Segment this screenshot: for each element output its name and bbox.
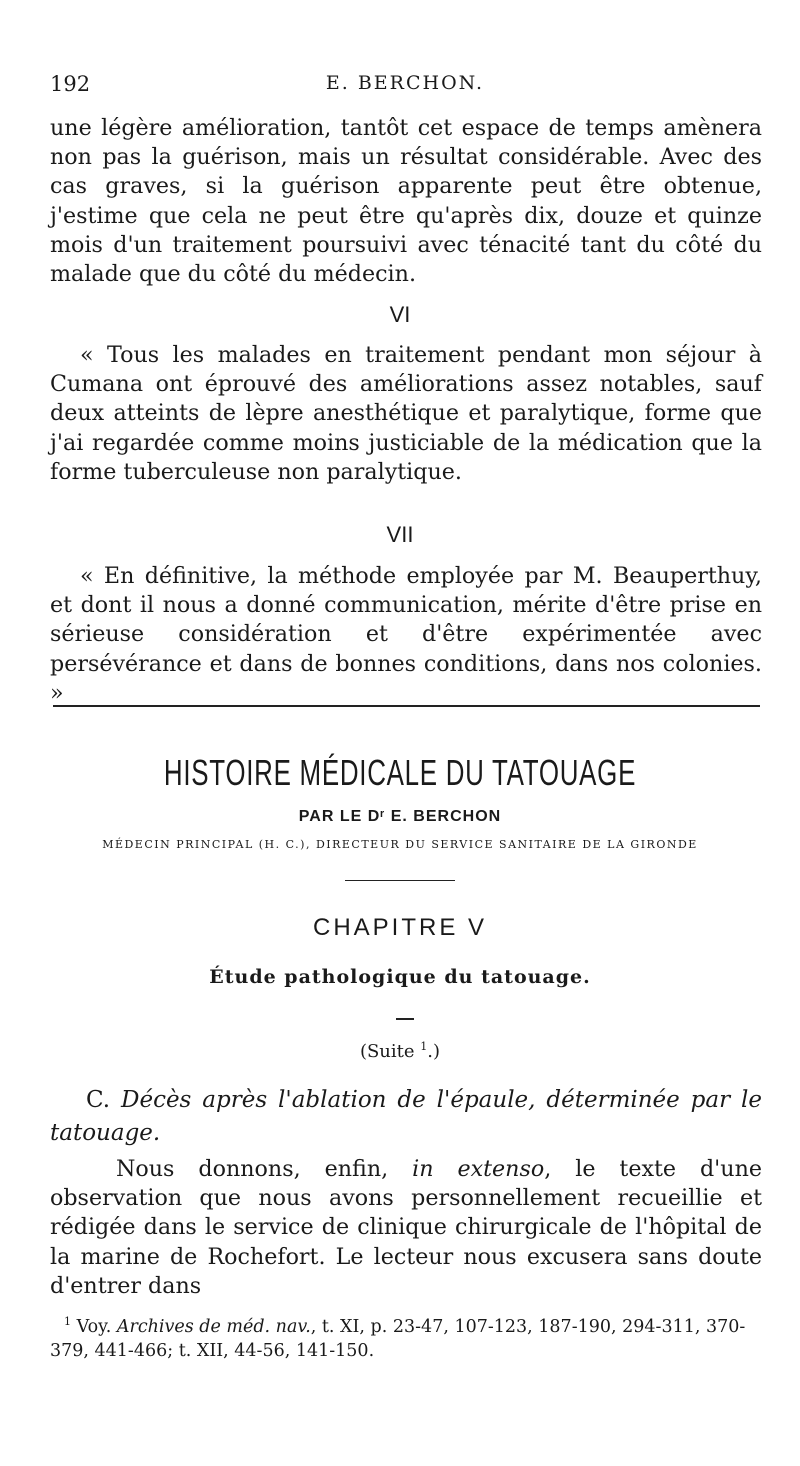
author-affiliation: MÉDECIN PRINCIPAL (H. C.), DIRECTEUR DU SERVICE SANITAIRE DE LA GIRONDE [102,838,698,851]
paragraph-observation [50,1155,762,1301]
footnote-marker: 1 [64,1315,71,1328]
suite-label: (Suite [359,1041,415,1062]
suite-close: .) [427,1041,441,1062]
footnote-text: , t. XI, p. 23-47, 107-123, 187-190, 294-311, 370-379, 441-466; t. XII, 44-56, 141-150. [50,1316,746,1361]
chapter-subtitle: Étude pathologique du tatouage. [209,966,591,988]
footnote-ref: 1 [420,1040,428,1053]
running-head: E. BERCHON. [325,72,485,94]
chapter-title: CHAPITRE V [312,914,488,941]
case-letter: C. [86,1087,111,1113]
section-divider [53,705,760,707]
title-divider [345,880,455,881]
paragraph-section-vi: « Tous les malades en traitement pendant mon séjour à Cumana ont éprouvé des améliorations assez notables, sauf deux atteints de lèpre anesthétique et paralytique, forme que j'ai regardée comme moins justiciable de la médication que la forme tuberculeuse non paralytique. [50,342,762,485]
paragraph-section-vii: « En définitive, la méthode employée par M. Beauperthuy, et dont il nous a donné communication, mérite d'être prise en sérieuse considération et d'être expérimentée avec persévérance et dans de bonnes conditions, dans nos colonies. » [50,563,762,706]
article-title: HISTOIRE MÉDICALE DU TATOUAGE [163,752,637,793]
case-title: Décès après l'ablation de l'épaule, déterminée par le tatouage. [50,1087,762,1146]
observation-text-end: , le texte d'une observation que nous avons personnellement recueillie et rédigée dans le service de clinique chirurgicale de l'hôpital de la marine de Rochefort. Le lecteur nous excusera sans doute d'entrer dans [50,1156,762,1299]
article-author: PAR LE Dʳ E. BERCHON [298,808,502,825]
short-dash [396,1018,414,1020]
footnote-prefix: Voy. [71,1316,117,1337]
footnote-journal: Archives de méd. nav. [116,1316,311,1337]
footnote [50,1310,762,1363]
observation-text-start: Nous donnons, enfin, [116,1156,413,1182]
page-header [50,72,760,102]
continuation-note [0,1040,800,1062]
paragraph-continued: une légère amélioration, tantôt cet espace de temps amènera non pas la guérison, mais un résultat considérable. Avec des cas graves, si la guérison apparente peut être obtenue, j'estime que cela ne peut être qu'après dix, douze et quinze mois d'un traitement poursuivi avec ténacité tant du côté du malade que du côté du médecin. [50,115,762,288]
case-heading [50,1084,762,1150]
section-number-vii: VII [386,522,414,547]
page-number: 192 [50,72,91,96]
section-number-vi: VI [389,302,411,327]
italic-phrase: in extenso [412,1156,545,1182]
